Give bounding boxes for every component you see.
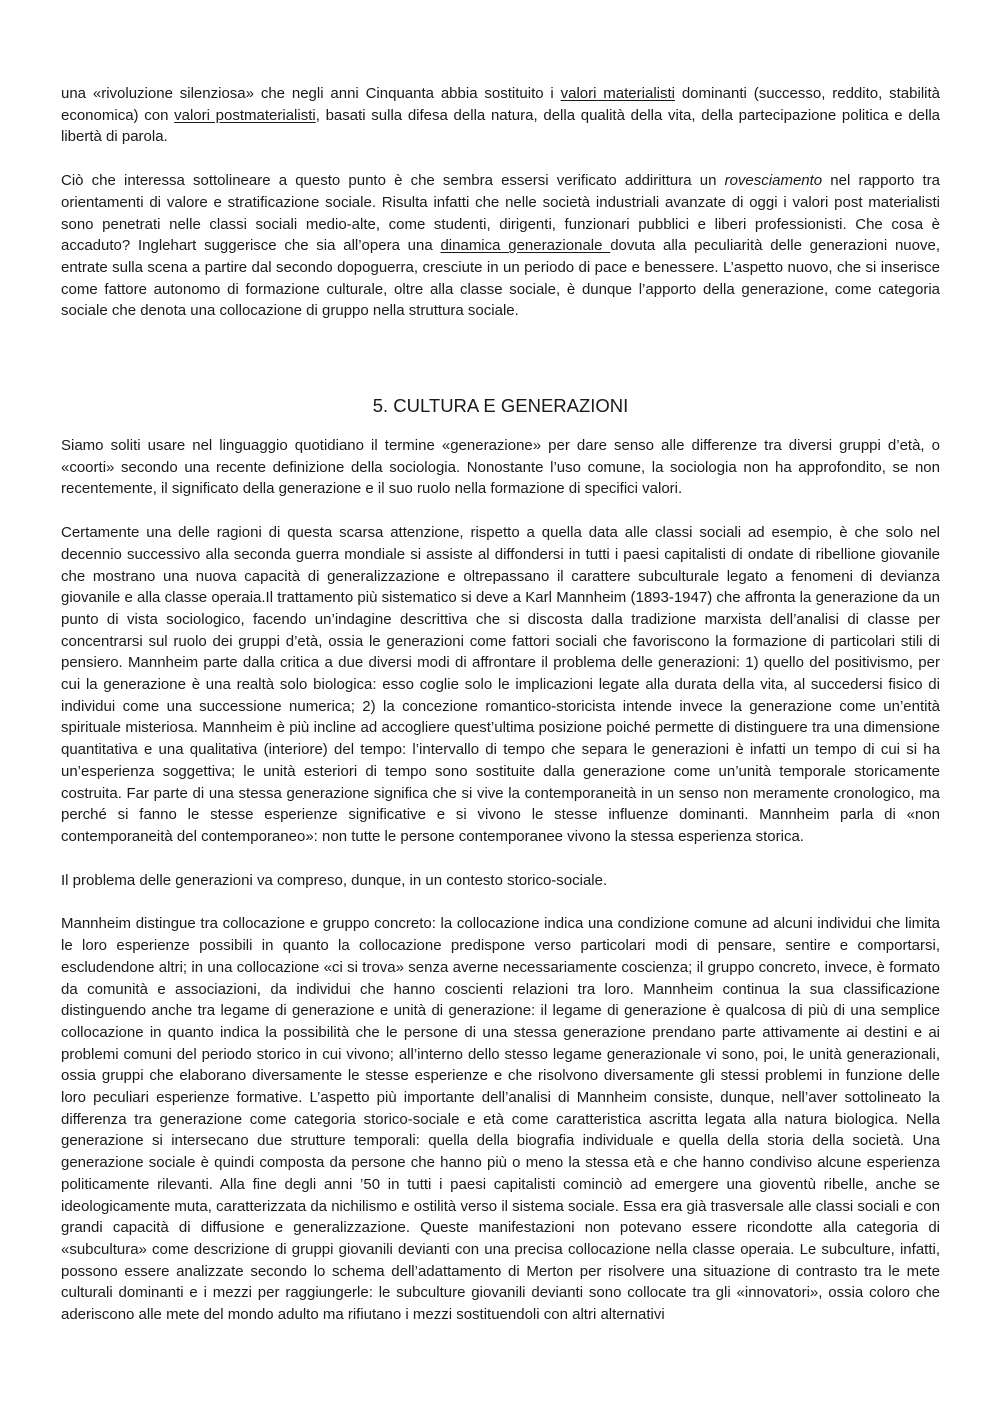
text-run: Ciò che interessa sottolineare a questo punto è che sembra essersi verificato addirittura un bbox=[61, 172, 725, 190]
italic-term-rovesciamento: rovesciamento bbox=[724, 172, 823, 190]
paragraph-mannheim: Certamente una delle ragioni di questa scarsa attenzione, rispetto a quella data alle classi sociali ad esempio, è che solo nel decennio successivo alla seconda guerra mondiale si assiste al diffondersi in tutti i paesi capitalisti di ondate di ribellione giovanile che mostrano una nuova capacità di generalizzazione e oltrepassano il carattere subculturale legato a fenomeni di devianza giovanile e alla classe operaia.Il trattamento più sistematico si deve a Karl Mannheim (1893-1947) che affronta la generazione da un punto di vista sociologico, facendo un’indagine descrittiva che si discosta dalla tradizione marxista dell’analisi di classe per concentrarsi sul ruolo dei gruppi d’età, ossia le generazioni come fattori sociali che favoriscono la formazione di particolari stili di pensiero. Mannheim parte dalla critica a due diversi modi di affrontare il problema delle generazioni: 1) quello del positivismo, per cui la generazione è una realtà solo biologica: esso coglie solo le implicazioni legate alla durata della vita, al succedersi fisico di individui come una successione numerica; 2) la concezione romantico-storicista intende invece la generazione come un’entità spirituale misteriosa. Mannheim è più incline ad accogliere quest’ultima posizione poiché permette di distinguere tra una dimensione quantitativa e una qualitativa (interiore) del tempo: l’intervallo di tempo che separa le generazioni è infatti un tempo di cui si ha un’esperienza soggettiva; le unità esteriori di tempo sono sostituite dalla generazione come un’unità temporale storicamente costruita. Far parte di una stessa generazione significa che si vive la contemporaneità in un senso non meramente cronologico, ma perché si fanno le stesse esperienze significative e si vivono le stesse influenze dominanti. Mannheim parla di «non contemporaneità del contemporaneo»: non tutte le persone contemporanee vivono la stessa esperienza storica. bbox=[61, 524, 940, 845]
underlined-term-materialist-values: valori materialisti bbox=[560, 85, 675, 102]
text-run: nel rapporto tra orientamenti di valore e stratificazione sociale. Risulta infatti che nelle società industriali avanzate di oggi i valori post materialisti sono penetrati nelle classi sociali medio-alte, come studenti, dirigenti, funzionari pubblici e liberi professionisti. Che cosa è accaduto? Inglehart suggerisce che sia all’opera una bbox=[61, 172, 940, 255]
paragraph-materialist-values bbox=[61, 83, 940, 148]
text-run: dovuta alla peculiarità delle generazioni nuove, entrate sulla scena a partire dal secondo dopoguerra, cresciute in un periodo di pace e benessere. L’aspetto nuovo, che si inserisce come fattore autonomo di formazione culturale, oltre alla classe sociale, è dunque l’apporto della generazione, come categoria sociale che denota una collocazione di gruppo nella struttura sociale. bbox=[61, 237, 940, 320]
text-run: , basati sulla difesa della natura, della qualità della vita, della partecipazione politica e della libertà di parola. bbox=[61, 106, 941, 146]
underlined-term-generational-dynamic: dinamica generazionale bbox=[440, 237, 611, 255]
paragraph-historical-context: Il problema delle generazioni va compreso, dunque, in un contesto storico-sociale. bbox=[61, 871, 608, 889]
paragraph-reversal bbox=[61, 170, 940, 322]
paragraph-generation-term: Siamo soliti usare nel linguaggio quotidiano il termine «generazione» per dare senso alle differenze tra diversi gruppi d’età, o «coorti» secondo una recente definizione della sociologia. Nonostante l’uso comune, la sociologia non ha approfondito, se non recentemente, il significato della generazione e il suo ruolo nella formazione di specifici valori. bbox=[61, 437, 940, 498]
underlined-term-postmaterialist-values: valori postmaterialisti bbox=[174, 106, 316, 124]
paragraph-collocation: Mannheim distingue tra collocazione e gruppo concreto: la collocazione indica una condizione comune ad alcuni individui che limita le loro esperienze possibili in quanto la collocazione predispone verso particolari modi di pensare, sentire e comportarsi, escludendone altri; in una collocazione «ci si trova» senza averne necessariamente coscienza; il gruppo concreto, invece, è formato da comunità e associazioni, da individui che hanno coscienti relazioni tra loro. Mannheim continua la sua classificazione distinguendo anche tra legame di generazione e unità di generazione: il legame di generazione è qualcosa di più di una semplice collocazione in quanto indica la possibilità che le persone di una stessa generazione prendano parte attivamente ai destini e ai problemi comuni del periodo storico in cui vivono; all’interno dello stesso legame generazionale vi sono, poi, le unità generazionali, ossia gruppi che elaborano diversamente le stesse esperienze e che risolvono diversamente gli stessi problemi in funzione delle loro peculiari esperienze formative. L’aspetto più importante dell’analisi di Mannheim consiste, dunque, nell’aver sottolineato la differenza tra generazione come categoria storico-sociale e età come caratteristica ascritta legata alla natura biologica. Nella generazione si intersecano due strutture temporali: quella della biografia individuale e quella della storia della società. Una generazione sociale è quindi composta da persone che hanno più o meno la stessa età e che hanno condiviso alcune esperienza politicamente rilevanti. Alla fine degli anni ’50 in tutti i paesi capitalisti cominciò ad emergere una gioventù ribelle, anche se ideologicamente muta, caratterizzata da nichilismo e ostilità verso il sistema sociale. Essa era già trasversale alle classi sociali e con grandi capacità di diffusione e generalizzazione. Queste manifestazioni non potevano essere ricondotte alla categoria di «subcultura» come descrizione di gruppi giovanili devianti con una precisa collocazione nella classe operaia. Le subculture, infatti, possono essere analizzate secondo lo schema dell’adattamento di Merton per risolvere una situazione di contrasto tra le mete culturali dominanti e i mezzi per raggiungerle: le subculture giovanili devianti sono collocate tra gli «innovatori», ossia coloro che aderiscono alle mete del mondo adulto ma rifiutano i mezzi sostituendoli con altri alternativi bbox=[61, 915, 940, 1324]
section-heading: 5. CULTURA E GENERAZIONI bbox=[372, 395, 629, 417]
text-run: una «rivoluzione silenziosa» che negli anni Cinquanta abbia sostituito i bbox=[61, 85, 561, 102]
text-run: dominanti (successo, reddito, stabilità economica) con bbox=[61, 85, 940, 124]
